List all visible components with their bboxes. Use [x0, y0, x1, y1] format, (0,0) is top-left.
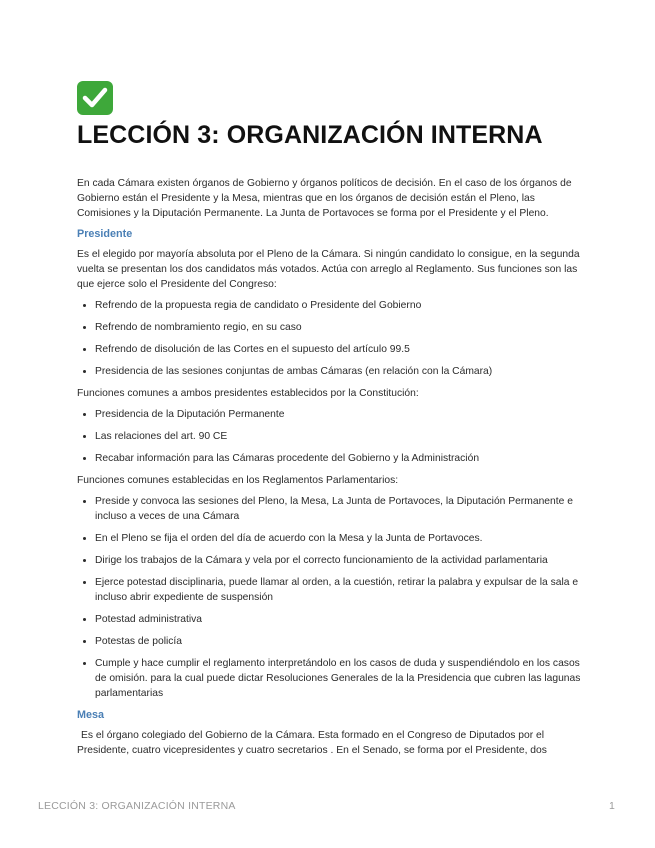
list-item: • Presidencia de las sesiones conjuntas de ambas Cámaras (en relación con la Cámara) — [95, 364, 582, 379]
list-item: • Preside y convoca las sesiones del Pleno, la Mesa, La Junta de Portavoces, la Diputación Permanente e incluso a veces de una Cámara — [95, 494, 582, 524]
list-item: • Recabar información para las Cámaras procedente del Gobierno y la Administración — [95, 451, 582, 466]
list-item: • Las relaciones del art. 90 CE — [95, 429, 582, 444]
check-mark-button-icon — [77, 81, 113, 115]
mesa-paragraph: Es el órgano colegiado del Gobierno de la Cámara. Esta formado en el Congreso de Diputados por el Presidente, cuatro vicepresidentes y cuatro secretarios . En el Senado, se forma por el Presidente, dos — [77, 730, 547, 756]
list-item: • Ejerce potestad disciplinaria, puede llamar al orden, a la cuestión, retirar la palabra y expulsar de la sala e incluso abrir expediente de suspensión — [95, 575, 582, 605]
document-body — [77, 176, 582, 764]
list-item: • Potestad administrativa — [95, 612, 582, 627]
presidente-intro-paragraph: Es el elegido por mayoría absoluta por el Pleno de la Cámara. Si ningún candidato lo consigue, en la segunda vuelta se presentan los dos candidatos más votados. Actúa con arreglo al Reglamento. Sus funciones son las que ejerce solo el Presidente del Congreso: — [77, 249, 580, 290]
section-heading-presidente: Presidente — [77, 228, 133, 240]
comunes-const-list — [77, 407, 582, 466]
list-item: • Potestas de policía — [95, 634, 582, 649]
list-item: • Presidencia de la Diputación Permanente — [95, 407, 582, 422]
check-mark-glyph — [77, 81, 113, 115]
comunes-regl-list — [77, 494, 582, 701]
list-item: • Refrendo de nombramiento regio, en su caso — [95, 320, 582, 335]
comunes-regl-label: Funciones comunes establecidas en los Reglamentos Parlamentarios: — [77, 475, 399, 486]
intro-paragraph: En cada Cámara existen órganos de Gobierno y órganos políticos de decisión. En el caso de los órganos de Gobierno están el Presidente y la Mesa, mientras que en los órganos de decisión están el Pleno, las Comisiones y la Diputación Permanente. La Junta de Portavoces se forma por el Presidente y el Pleno. — [77, 178, 572, 219]
list-item: • Refrendo de la propuesta regia de candidato o Presidente del Gobierno — [95, 298, 582, 313]
list-item: • Dirige los trabajos de la Cámara y vela por el correcto funcionamiento de la actividad parlamentaria — [95, 553, 582, 568]
list-item: • En el Pleno se fija el orden del día de acuerdo con la Mesa y la Junta de Portavoces. — [95, 531, 582, 546]
footer-title: LECCIÓN 3: ORGANIZACIÓN INTERNA — [38, 800, 236, 812]
page-number: 1 — [609, 800, 615, 812]
list-item: • Cumple y hace cumplir el reglamento interpretándolo en los casos de duda y suspendiéndolo en los casos de omisión. para la cual puede dictar Resoluciones Generales de la la Presidencia que cubren las lagunas parlamentarias — [95, 656, 582, 701]
page-title: LECCIÓN 3: ORGANIZACIÓN INTERNA — [77, 121, 543, 149]
comunes-const-label: Funciones comunes a ambos presidentes establecidos por la Constitución: — [77, 388, 419, 399]
section-heading-mesa: Mesa — [77, 709, 105, 721]
presidente-solo-list — [77, 298, 582, 379]
list-item: • Refrendo de disolución de las Cortes en el supuesto del artículo 99.5 — [95, 342, 582, 357]
